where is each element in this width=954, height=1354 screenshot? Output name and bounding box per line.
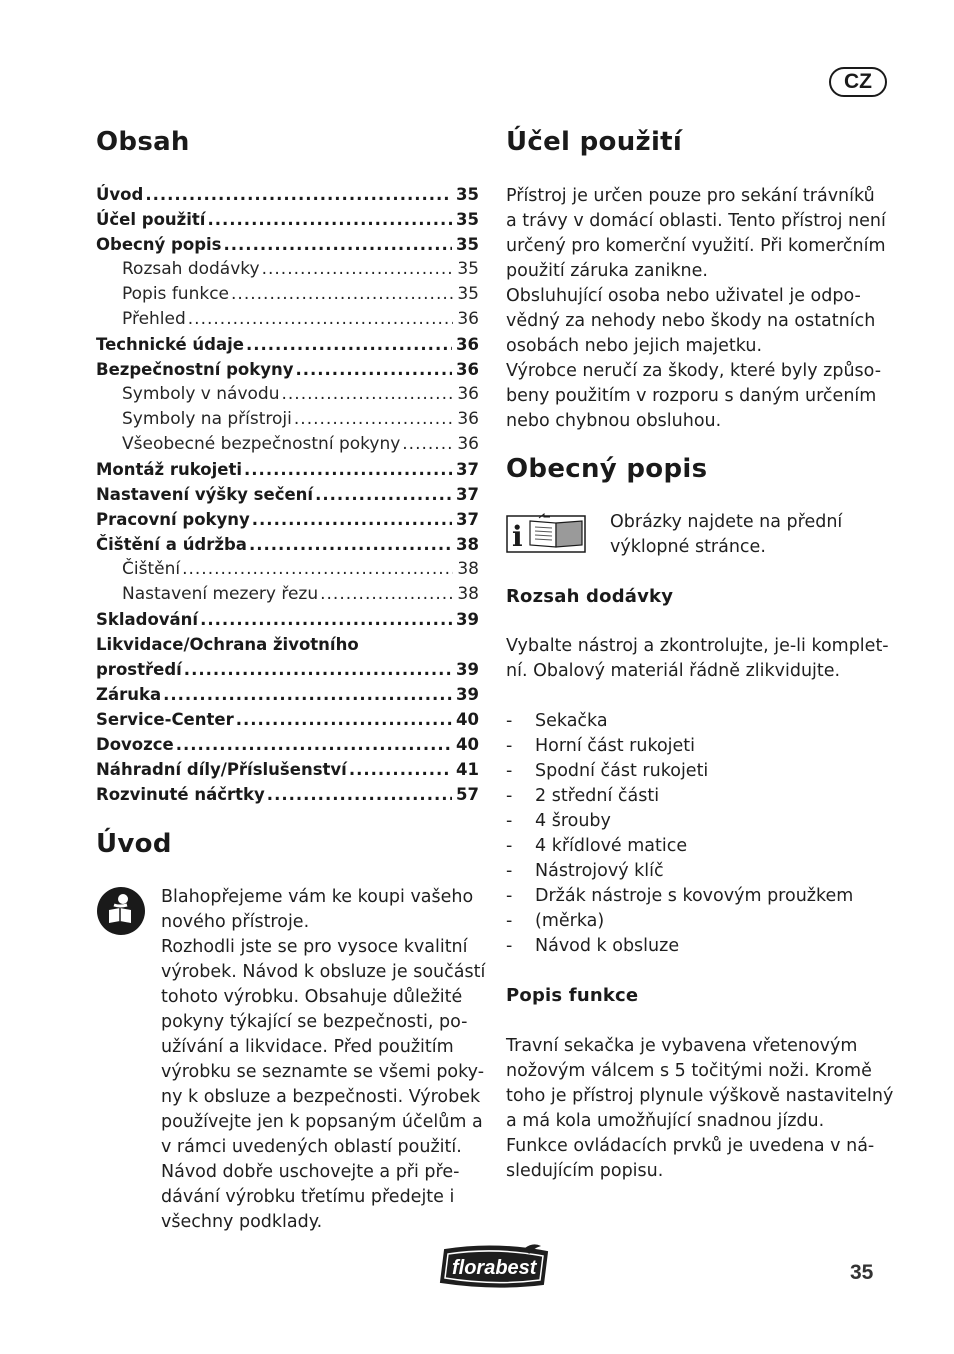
funkce-title: Popis funkce [506, 985, 639, 1006]
toc-entry-page: 38 [456, 535, 479, 554]
text-line: a má kola umožňující snadnou jízdu. [506, 1111, 825, 1131]
text-line: dávání výrobku třetímu předejte i [161, 1187, 455, 1207]
toc-entry-title: Náhradní díly/Příslušenství [96, 760, 347, 779]
toc-entry-title: Rozsah dodávky [122, 259, 260, 279]
toc-entry-title: Přehled [122, 309, 186, 329]
toc-leader-dots [402, 432, 453, 457]
toc-entry[interactable] [96, 532, 479, 557]
list-item: - 4 křídlové matice [506, 834, 906, 859]
text-line: nového přístroje. [161, 912, 310, 932]
toc-leader-dots [294, 407, 453, 432]
text-line: osobách nebo jejich majetku. [506, 336, 763, 356]
table-of-contents [96, 182, 479, 807]
text-line: Funkce ovládacích prvků je uvedena v ná- [506, 1136, 875, 1156]
toc-entry[interactable] [96, 607, 479, 632]
toc-entry[interactable] [96, 782, 479, 807]
ucel-title: Účel použití [506, 127, 683, 157]
text-line: tohoto výrobku. Obsahuje důležité [161, 987, 463, 1007]
text-line: Obsluhující osoba nebo uživatel je odpo- [506, 286, 861, 306]
toc-leader-dots [281, 382, 453, 407]
text-line: Výrobce neručí za škody, které byly způso- [506, 361, 882, 381]
uvod-title: Úvod [96, 829, 172, 859]
toc-entry[interactable] [96, 707, 479, 732]
text-line: vědný za nehody nebo škody na ostatních [506, 311, 876, 331]
toc-entry[interactable] [96, 432, 479, 457]
toc-entry-title: Skladování [96, 610, 199, 629]
uvod-body [161, 885, 491, 1235]
toc-entry[interactable] [96, 732, 479, 757]
toc-entry-title: Nastavení výšky sečení [96, 485, 314, 504]
toc-leader-dots [320, 582, 453, 607]
toc-entry-title: Technické údaje [96, 335, 244, 354]
toc-entry[interactable] [96, 257, 479, 282]
text-line: Travní sekačka je vybavena vřetenovým [506, 1036, 858, 1056]
toc-leader-dots [182, 557, 453, 582]
toc-entry-title: Likvidace/Ochrana životního [96, 635, 359, 654]
toc-entry-title: Úvod [96, 185, 144, 204]
toc-leader-dots [267, 782, 452, 807]
rozsah-body [506, 634, 906, 684]
toc-entry-page: 35 [457, 259, 479, 279]
toc-leader-dots [315, 482, 452, 507]
toc-leader-dots [252, 507, 452, 532]
toc-entry-page: 35 [456, 210, 479, 229]
language-badge: CZ [829, 67, 887, 97]
toc-entry[interactable] [96, 482, 479, 507]
toc-entry[interactable] [96, 382, 479, 407]
text-line: Vybalte nástroj a zkontrolujte, je-li komplet- [506, 636, 889, 656]
page-number: 35 [850, 1261, 874, 1284]
toc-leader-dots [163, 682, 452, 707]
text-line: všechny podklady. [161, 1212, 323, 1232]
toc-entry-title: Symboly na přístroji [122, 409, 292, 429]
toc-entry-title: Čištění [122, 559, 181, 579]
toc-entry-page: 36 [457, 309, 479, 329]
text-line: užívání a likvidace. Před použitím [161, 1037, 454, 1057]
text-line: Rozhodli jste se pro vysoce kvalitní [161, 937, 468, 957]
list-item: - (měrka) [506, 909, 906, 934]
toc-entry[interactable] [96, 357, 479, 382]
toc-leader-dots [200, 607, 452, 632]
toc-entry[interactable] [96, 282, 479, 307]
list-item: - Nástrojový klíč [506, 859, 906, 884]
toc-leader-dots [176, 732, 452, 757]
toc-entry-page: 35 [456, 235, 479, 254]
toc-leader-dots [349, 757, 452, 782]
toc-leader-dots [262, 257, 454, 282]
text-line: sledujícím popisu. [506, 1161, 664, 1181]
text-line: výrobku se seznamte se všemi poky- [161, 1062, 485, 1082]
ucel-body [506, 184, 906, 434]
text-line: určený pro komerční využití. Při komerčním [506, 236, 886, 256]
toc-entry[interactable] [96, 232, 479, 257]
toc-leader-dots [249, 532, 452, 557]
toc-entry-page: 38 [457, 584, 479, 604]
info-fold-out-icon [506, 513, 588, 553]
toc-entry[interactable] [96, 182, 479, 207]
text-line: Přístroj je určen pouze pro sekání trávníků [506, 186, 875, 206]
toc-entry[interactable] [96, 682, 479, 707]
toc-entry-title: Všeobecné bezpečnostní pokyny [122, 434, 401, 454]
toc-entry-title: prostředí [96, 660, 182, 679]
funkce-body [506, 1034, 906, 1184]
toc-entry-page: 37 [456, 460, 479, 479]
toc-title: Obsah [96, 127, 190, 157]
text-line: a trávy v domácí oblasti. Tento přístroj není [506, 211, 886, 231]
toc-entry-page: 36 [457, 409, 479, 429]
obecny-note [610, 510, 910, 560]
toc-entry[interactable] [96, 207, 479, 232]
text-line: nebo chybnou obsluhou. [506, 411, 722, 431]
toc-entry-page: 36 [457, 384, 479, 404]
toc-entry-page: 36 [456, 360, 479, 379]
toc-entry-title: Účel použití [96, 210, 206, 229]
toc-entry-title: Čištění a údržba [96, 535, 247, 554]
text-line: Návod dobře uschovejte a při pře- [161, 1162, 460, 1182]
toc-entry[interactable] [96, 657, 479, 682]
list-item: - Návod k obsluze [506, 934, 906, 959]
toc-leader-dots [244, 457, 452, 482]
text-line: výrobek. Návod k obsluze je součástí [161, 962, 486, 982]
toc-entry-page: 37 [456, 510, 479, 529]
list-item: - Spodní část rukojeti [506, 759, 906, 784]
text-line: pokyny týkající se bezpečnosti, po- [161, 1012, 468, 1032]
toc-entry[interactable] [96, 507, 479, 532]
florabest-logo [437, 1244, 551, 1290]
toc-entry-title: Nastavení mezery řezu [122, 584, 319, 604]
toc-entry-title: Rozvinuté náčrtky [96, 785, 265, 804]
text-line: výklopné stránce. [610, 537, 766, 557]
rozsah-title: Rozsah dodávky [506, 586, 674, 607]
toc-entry-page: 37 [456, 485, 479, 504]
toc-entry[interactable] [96, 557, 479, 582]
toc-entry-title: Dovozce [96, 735, 174, 754]
list-item: - 2 střední části [506, 784, 906, 809]
toc-entry[interactable] [96, 582, 479, 607]
toc-entry[interactable] [96, 757, 479, 782]
toc-leader-dots [231, 282, 453, 307]
toc-entry-page: 39 [456, 660, 479, 679]
toc-entry-title: Service-Center [96, 710, 234, 729]
text-line: nožovým válcem s 5 točitými noži. Kromě [506, 1061, 872, 1081]
rozsah-items-list [506, 709, 906, 959]
toc-entry-page: 36 [457, 434, 479, 454]
text-line: Obrázky najdete na přední [610, 512, 843, 532]
list-item: - Sekačka [506, 709, 906, 734]
toc-entry-page: 39 [456, 685, 479, 704]
toc-leader-dots [236, 707, 452, 732]
obecny-title: Obecný popis [506, 454, 708, 484]
toc-leader-dots [224, 232, 453, 257]
text-line: v rámci uvedených oblastí použití. [161, 1137, 462, 1157]
toc-leader-dots [295, 357, 452, 382]
toc-leader-dots [145, 182, 452, 207]
svg-text:i: i [512, 520, 523, 553]
toc-entry-page: 57 [456, 785, 479, 804]
toc-entry-page: 40 [456, 735, 479, 754]
toc-entry-page: 35 [456, 185, 479, 204]
text-line: použití záruka zanikne. [506, 261, 708, 281]
toc-entry-page: 41 [456, 760, 479, 779]
logo-text: florabest [452, 1257, 537, 1279]
toc-entry-page: 40 [456, 710, 479, 729]
toc-entry-title: Záruka [96, 685, 162, 704]
text-line: ny k obsluze a bezpečnosti. Výrobek [161, 1087, 481, 1107]
text-line: používejte jen k popsaným účelům a [161, 1112, 483, 1132]
toc-entry[interactable] [96, 307, 479, 332]
text-line: toho je přístroj plynule výškově nastavitelný [506, 1086, 894, 1106]
toc-entry-title: Pracovní pokyny [96, 510, 250, 529]
toc-entry[interactable] [96, 632, 479, 657]
read-manual-icon [96, 886, 146, 936]
toc-entry-title: Symboly v návodu [122, 384, 280, 404]
text-line: beny použitím v rozporu s daným určením [506, 386, 877, 406]
toc-leader-dots [184, 657, 452, 682]
toc-entry-title: Popis funkce [122, 284, 230, 304]
toc-entry-page: 38 [457, 559, 479, 579]
toc-entry[interactable] [96, 457, 479, 482]
text-line: ní. Obalový materiál řádně zlikvidujte. [506, 661, 841, 681]
toc-entry-title: Montáž rukojeti [96, 460, 243, 479]
toc-entry-page: 35 [457, 284, 479, 304]
toc-leader-dots [188, 307, 454, 332]
toc-entry-title: Obecný popis [96, 235, 222, 254]
text-line: Blahopřejeme vám ke koupi vašeho [161, 887, 474, 907]
toc-leader-dots [207, 207, 452, 232]
toc-entry[interactable] [96, 407, 479, 432]
list-item: - 4 šrouby [506, 809, 906, 834]
list-item: - Držák nástroje s kovovým proužkem [506, 884, 906, 909]
toc-entry-page: 39 [456, 610, 479, 629]
toc-entry[interactable] [96, 332, 479, 357]
toc-leader-dots [246, 332, 452, 357]
toc-entry-title: Bezpečnostní pokyny [96, 360, 294, 379]
list-item: - Horní část rukojeti [506, 734, 906, 759]
toc-entry-page: 36 [456, 335, 479, 354]
